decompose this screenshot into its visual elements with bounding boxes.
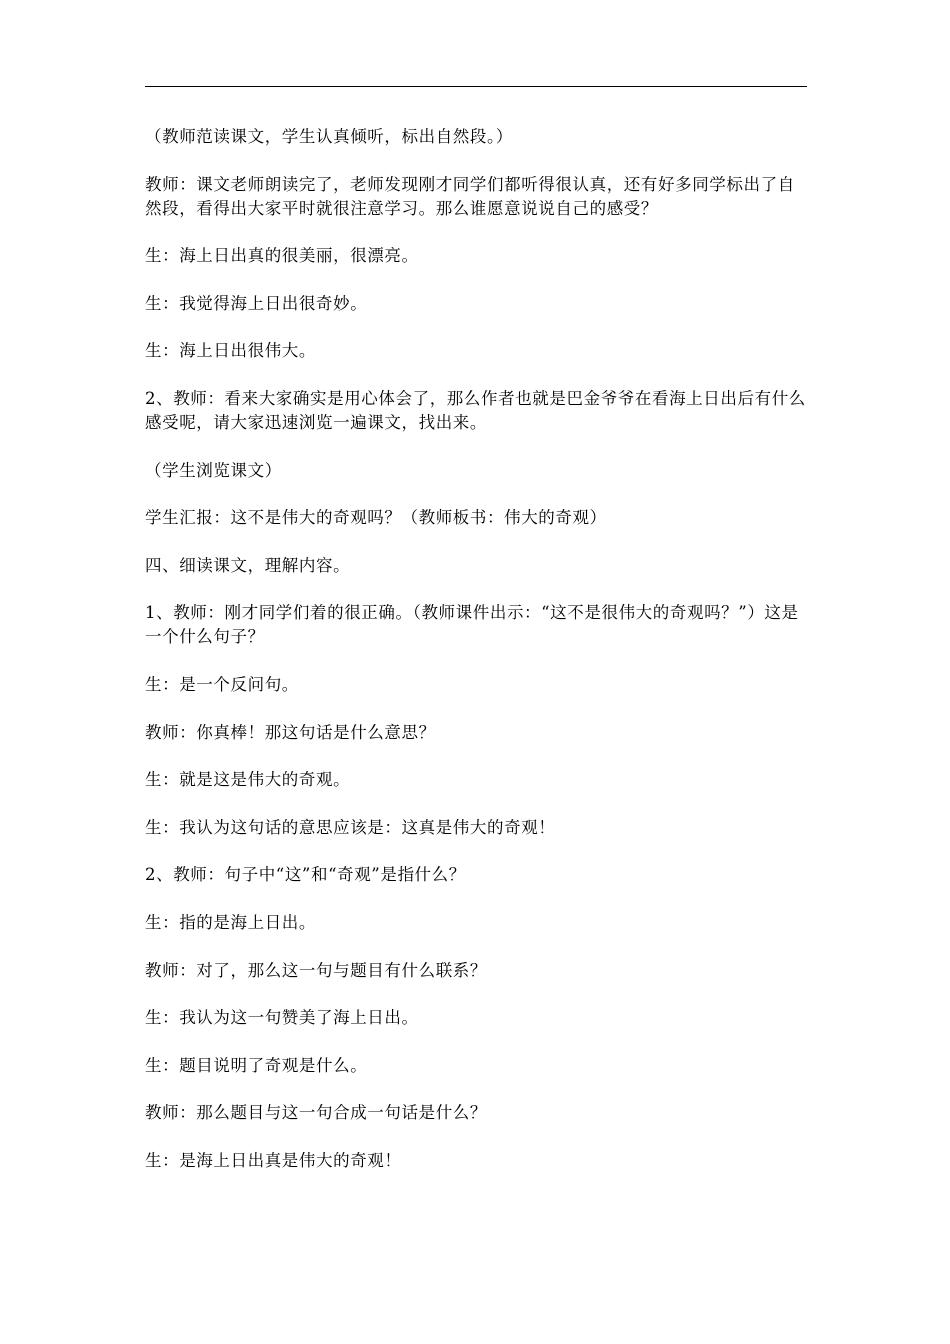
document-body (145, 125, 807, 1196)
paragraph: 学生汇报：这不是伟大的奇观吗？（教师板书：伟大的奇观） (145, 508, 607, 528)
paragraph: 1、教师：刚才同学们着的很正确。（教师课件出示：“这不是很伟大的奇观吗？”）这是一个什么句子？ (145, 603, 799, 647)
paragraph: 生：我觉得海上日出很奇妙。 (145, 293, 368, 313)
paragraph: 教师：对了，那么这一句与题目有什么联系？ (145, 960, 487, 980)
paragraph: 生：海上日出很伟大。 (145, 341, 316, 361)
paragraph: 2、教师：句子中“这”和“奇观”是指什么？ (145, 865, 466, 885)
paragraph: 生：我认为这一句赞美了海上日出。 (145, 1008, 419, 1028)
paragraph: 生：我认为这句话的意思应该是：这真是伟大的奇观！ (145, 817, 556, 837)
paragraph: （教师范读课文，学生认真倾听，标出自然段。） (145, 127, 513, 146)
paragraph: 生：是海上日出真是伟大的奇观！ (145, 1150, 402, 1170)
paragraph: 2、教师：看来大家确实是用心体会了，那么作者也就是巴金爷爷在看海上日出后有什么感受呢，请大家迅速浏览一遍课文，找出来。 (145, 388, 806, 432)
header-rule (145, 86, 807, 87)
paragraph: 教师：那么题目与这一句合成一句话是什么？ (145, 1103, 487, 1123)
paragraph: 生：指的是海上日出。 (145, 912, 316, 932)
paragraph: 生：题目说明了奇观是什么。 (145, 1055, 368, 1075)
paragraph: 生：就是这是伟大的奇观。 (145, 770, 351, 790)
paragraph: 生：海上日出真的很美丽，很漂亮。 (145, 246, 419, 266)
section-heading: 四、细读课文，理解内容。 (145, 555, 351, 575)
paragraph: 教师：课文老师朗读完了，老师发现刚才同学们都听得很认真，还有好多同学标出了自然段，看得出大家平时就很注意学习。那么谁愿意说说自己的感受？ (145, 174, 795, 218)
paragraph: 生：是一个反问句。 (145, 674, 299, 694)
paragraph: 教师：你真棒！那这句话是什么意思？ (145, 722, 436, 742)
paragraph: （学生浏览课文） (145, 460, 282, 480)
